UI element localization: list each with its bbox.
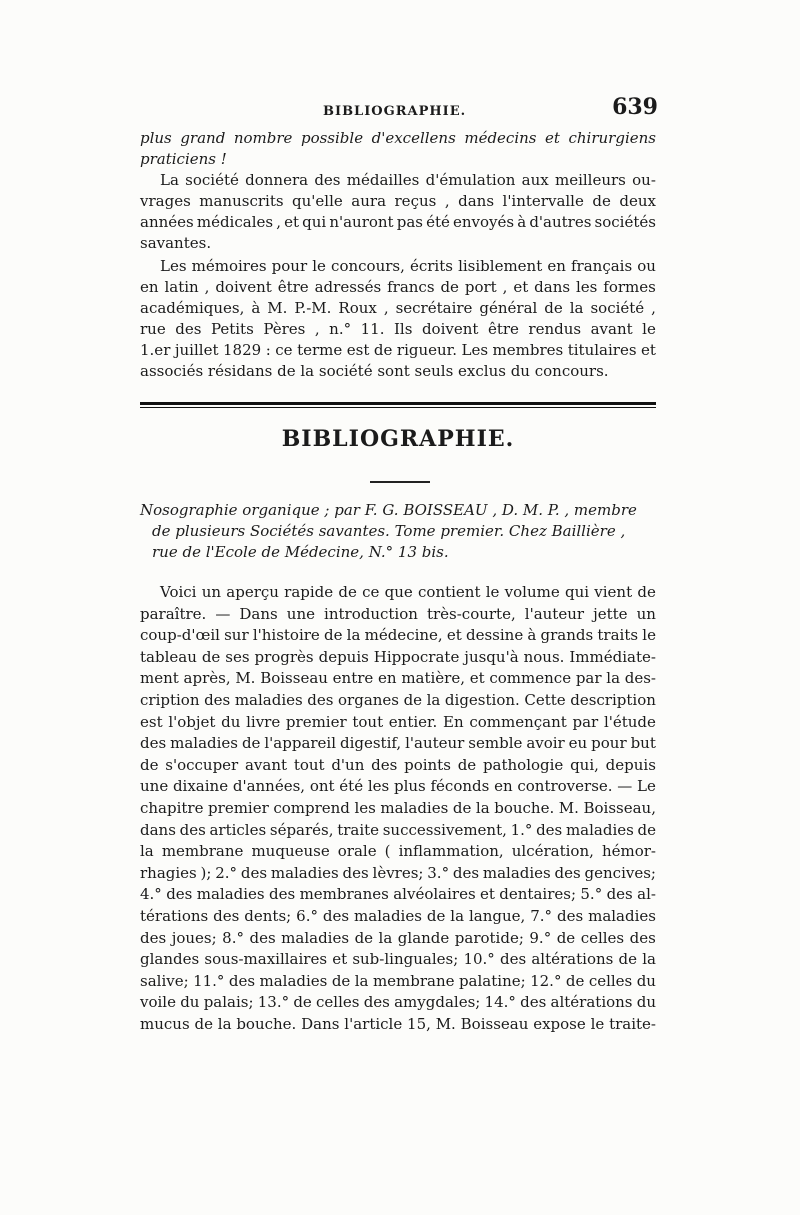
running-head xyxy=(140,94,660,128)
text-line: 4.° des maladies des membranes alvéolaires et dentaires; 5.° des al- xyxy=(140,885,656,904)
paragraph-memoirs xyxy=(140,256,656,382)
title-underline xyxy=(370,481,430,483)
text-line: des maladies de l'appareil digestif, l'auteur semble avoir eu pour but xyxy=(140,734,656,753)
text-line: années médicales , et qui n'auront pas été envoyés à d'autres sociétés xyxy=(140,213,656,231)
text-line: rhagies ); 2.° des maladies des lèvres; 3.° des maladies des gencives; xyxy=(140,863,656,882)
divider-thick xyxy=(140,402,656,405)
text-line: Voici un aperçu rapide de ce que contient le volume qui vient de xyxy=(160,583,656,601)
review-body xyxy=(140,582,656,1035)
text-line: académiques, à M. P.-M. Roux , secrétaire général de la société , xyxy=(140,299,656,317)
text-line: 1.er juillet 1829 : ce terme est de rigueur. Les membres titulaires et xyxy=(140,341,656,359)
page-number: 639 xyxy=(612,94,658,120)
section-title: BIBLIOGRAPHIE. xyxy=(281,426,515,452)
text-line: est l'objet du livre premier tout entier. En commençant par l'étude xyxy=(140,712,656,731)
italic-line: plus grand nombre possible d'excellens médecins et chirurgiens xyxy=(140,129,656,147)
running-title: BIBLIOGRAPHIE. xyxy=(323,104,467,119)
text-line: des joues; 8.° des maladies de la glande parotide; 9.° de celles des xyxy=(140,928,656,947)
text-line: rue des Petits Pères , n.° 11. Ils doivent être rendus avant le xyxy=(140,320,656,338)
text-line: mucus de la bouche. Dans l'article 15, M. Boisseau expose le traite- xyxy=(140,1014,656,1033)
text-line: en latin , doivent être adressés francs de port , et dans les formes xyxy=(140,278,656,296)
text-line: vrages manuscrits qu'elle aura reçus , dans l'intervalle de deux xyxy=(140,192,656,210)
text-line: de s'occuper avant tout d'un des points de pathologie qui, depuis xyxy=(140,755,656,774)
text-line: ment après, M. Boisseau entre en matière, et commence par la des- xyxy=(140,669,656,688)
reference-line: de plusieurs Sociétés savantes. Tome premier. Chez Baillière , xyxy=(152,522,626,540)
text-line: une dixaine d'années, ont été les plus féconds en controverse. — Le xyxy=(140,777,656,796)
text-line: paraître. — Dans une introduction très-courte, l'auteur jette un xyxy=(140,604,656,623)
text-line: praticiens ! xyxy=(140,150,227,168)
text-line: associés résidans de la société sont seuls exclus du concours. xyxy=(140,362,609,380)
top-text xyxy=(140,128,656,382)
text-line: voile du palais; 13.° de celles des amygdales; 14.° des altérations du xyxy=(140,993,656,1012)
text-line: tableau de ses progrès depuis Hippocrate jusqu'à nous. Immédiate- xyxy=(140,647,656,666)
text-line: savantes. xyxy=(140,234,212,252)
text-line: salive; 11.° des maladies de la membrane palatine; 12.° de celles du xyxy=(140,971,656,990)
divider-thin xyxy=(140,407,656,408)
bibliographic-reference xyxy=(140,500,656,563)
text-line: glandes sous-maxillaires et sub-linguales; 10.° des altérations de la xyxy=(140,950,656,969)
text-line: La société donnera des médailles d'émulation aux meilleurs ou- xyxy=(160,171,656,189)
text-line: Les mémoires pour le concours, écrits lisiblement en français ou xyxy=(160,257,656,275)
text-line: chapitre premier comprend les maladies de la bouche. M. Boisseau, xyxy=(140,798,656,817)
italic-line xyxy=(140,149,656,170)
reference-line: rue de l'Ecole de Médecine, N.° 13 bis. xyxy=(152,543,449,561)
text-line: la membrane muqueuse orale ( inflammation, ulcération, hémor- xyxy=(140,842,656,861)
text-line: coup-d'œil sur l'histoire de la médecine, et dessine à grands traits le xyxy=(140,626,656,645)
text-line: cription des maladies des organes de la digestion. Cette description xyxy=(140,690,656,709)
text-line: dans des articles séparés, traite successivement, 1.° des maladies de xyxy=(140,820,656,839)
paragraph-medals xyxy=(140,170,656,254)
reference-line: Nosographie organique ; par F. G. BOISSEAU , D. M. P. , membre xyxy=(140,501,637,519)
text-line: térations des dents; 6.° des maladies de la langue, 7.° des maladies xyxy=(140,906,656,925)
